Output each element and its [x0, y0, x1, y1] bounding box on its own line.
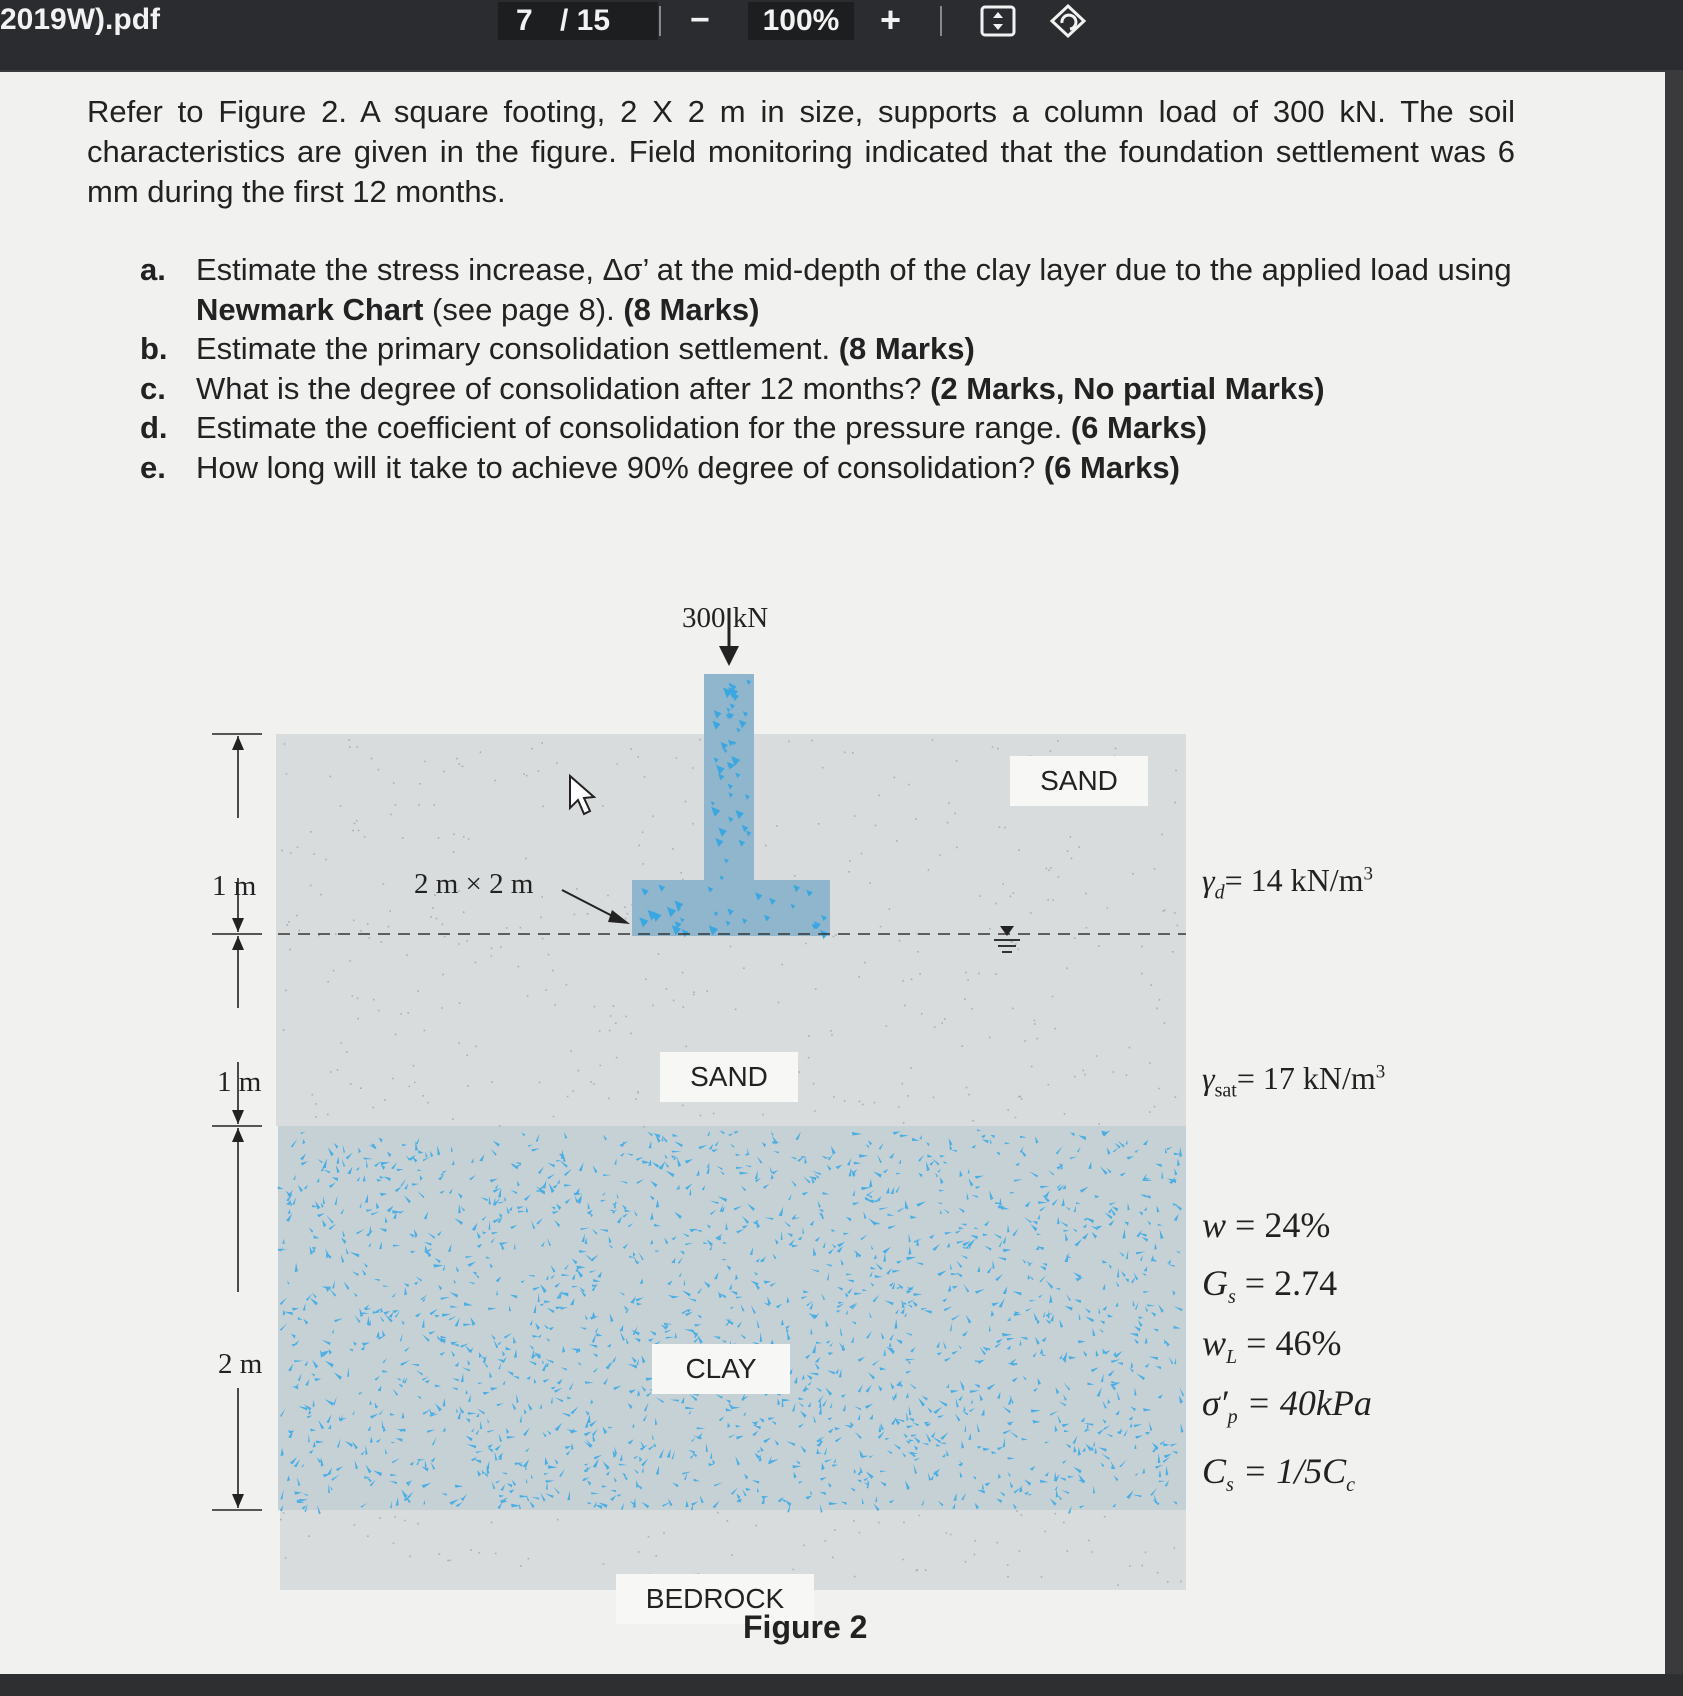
dim-arrow: [232, 936, 244, 950]
item-text: Estimate the coefficient of consolidation for the pressure range.: [196, 410, 1071, 445]
liquid-limit-property: $w_L = 46\%$: [1202, 1323, 1342, 1369]
question-list: [140, 250, 1520, 487]
footing-size-label: 2 m × 2 m: [414, 868, 534, 900]
item-letter: a.: [140, 252, 166, 287]
question-item: [140, 329, 1520, 369]
dim-arrow: [232, 1494, 244, 1508]
dim-arrow: [232, 918, 244, 932]
item-marks: (8 Marks): [623, 291, 760, 327]
zoom-level-field[interactable]: 100%: [748, 2, 854, 40]
question-intro: Refer to Figure 2. A square footing, 2 X 2 m in size, supports a column load of 300 kN. The soil characteristics are given in the figure. Field monitoring indicated that the foundation settlement was 6 mm during the first 12 months.: [87, 94, 1515, 209]
item-letter: e.: [140, 449, 166, 485]
swell-index-property: $C_s = 1/5C_c$: [1202, 1451, 1356, 1497]
figure-caption: Figure 2: [743, 1609, 868, 1645]
figure-2: [200, 522, 1500, 1662]
item-letter: b.: [140, 331, 168, 366]
gamma-d-property: $\gamma_d= 14$ $kN/m^3$: [1202, 862, 1374, 904]
question-item: [140, 448, 1520, 488]
item-text: How long will it take to achieve 90% degree of consolidation?: [196, 449, 1044, 485]
column: [704, 674, 754, 884]
current-page[interactable]: 7: [516, 4, 533, 37]
toolbar-divider: [659, 6, 661, 36]
item-marks: (8 Marks): [838, 331, 975, 366]
item-text: (see page 8).: [423, 291, 624, 327]
page-number-field[interactable]: [498, 2, 658, 40]
dim-label: 1 m: [212, 870, 257, 902]
load-label: 300 kN: [682, 602, 769, 634]
zoom-in-button[interactable]: +: [880, 0, 902, 40]
dim-label: 1 m: [217, 1066, 262, 1098]
toolbar-divider: [940, 6, 942, 36]
zoom-out-button[interactable]: −: [690, 1, 710, 39]
total-pages: / 15: [560, 4, 611, 37]
item-bold: Newmark Chart: [196, 291, 424, 327]
load-arrow-head: [719, 646, 739, 666]
gamma-sat-property: $\gamma_{sat}= 17$ $kN/m^3$: [1202, 1060, 1386, 1102]
layer-label-sand: SAND: [1010, 756, 1148, 806]
dim-arrow: [232, 1110, 244, 1124]
question-item: [140, 408, 1520, 448]
pdf-toolbar: [0, 0, 1683, 70]
viewer-bottom-bar: [0, 1674, 1683, 1696]
item-text: Estimate the stress increase, Δσ’ at the mid-depth of the clay layer due to the applied load using: [196, 252, 1512, 287]
dim-arrow: [232, 1128, 244, 1142]
item-marks: (6 Marks): [1043, 449, 1180, 485]
rotate-icon[interactable]: [1048, 2, 1088, 40]
item-text: What is the degree of consolidation after 12 months?: [196, 370, 931, 406]
item-text: Estimate the primary consolidation settlement.: [196, 331, 839, 366]
question-item: [140, 369, 1520, 409]
item-letter: c.: [140, 370, 166, 406]
layer-label-sand: SAND: [660, 1052, 798, 1102]
item-letter: d.: [140, 410, 168, 445]
file-name: 2019W).pdf: [0, 3, 161, 36]
pdf-page: [0, 72, 1665, 1674]
water-content-property: w = 24%: [1202, 1205, 1331, 1245]
layer-label-clay: CLAY: [652, 1344, 790, 1394]
specific-gravity-property: $G_s = 2.74$: [1202, 1263, 1338, 1309]
item-marks: (2 Marks, No partial Marks): [930, 370, 1325, 406]
dim-arrow: [232, 736, 244, 750]
question-item: [140, 250, 1520, 329]
layer-label-bedrock: BEDROCK: [616, 1574, 814, 1624]
fit-page-icon[interactable]: [978, 2, 1018, 40]
preconsolidation-property: $\sigma'_p = 40kPa$: [1202, 1383, 1372, 1429]
dim-label: 2 m: [218, 1348, 263, 1380]
item-marks: (6 Marks): [1070, 410, 1207, 445]
